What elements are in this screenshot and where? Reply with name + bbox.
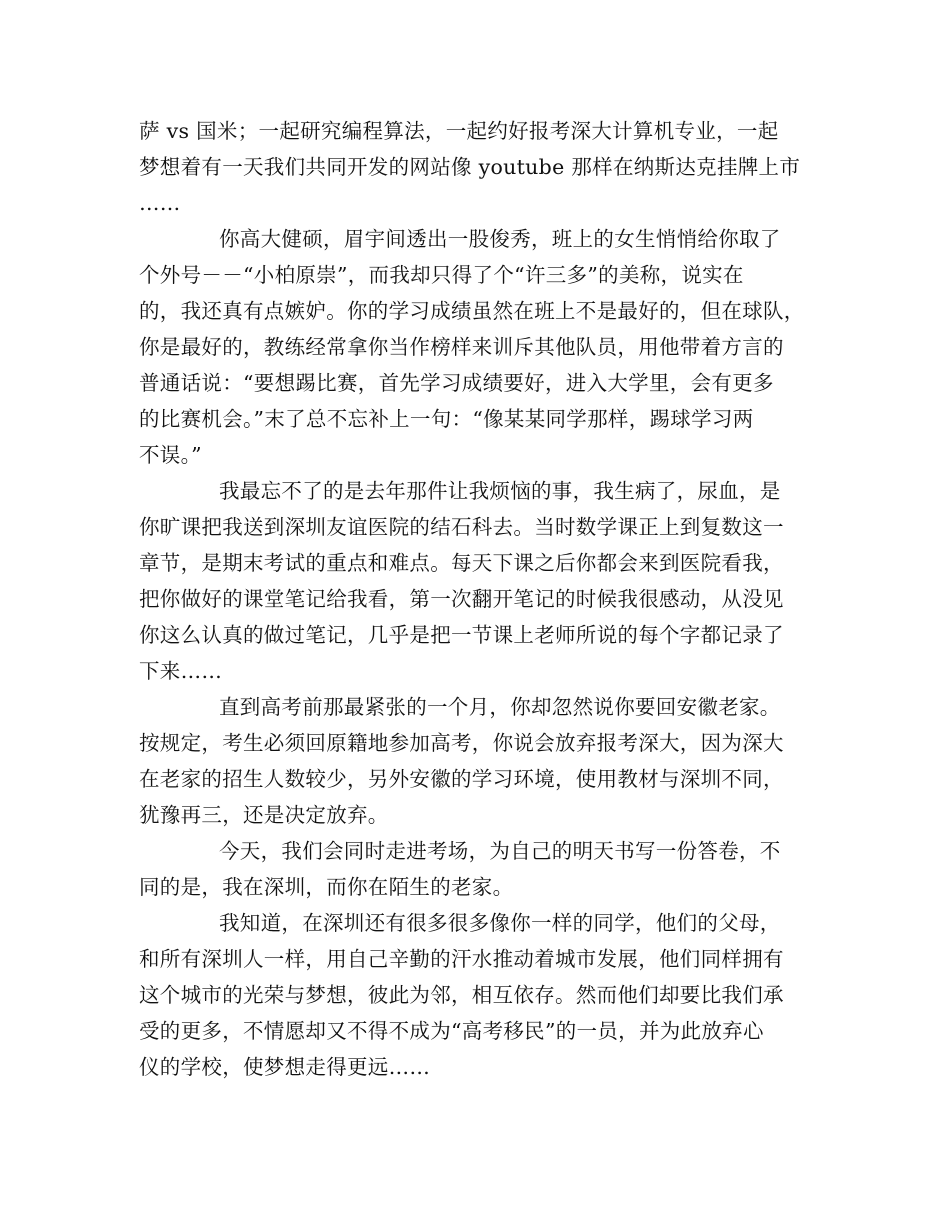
text-line: 今天，我们会同时走进考场，为自己的明天书写一份答卷，不 <box>219 839 781 863</box>
text-line: 你旷课把我送到深圳友谊医院的结石科去。当时数学课正上到复数这一 <box>139 515 784 539</box>
text-line: 个外号－－“小柏原崇”，而我却只得了个“许三多”的美称，说实在 <box>139 263 744 287</box>
text-line: …… <box>139 191 181 215</box>
text-line: 章节，是期末考试的重点和难点。每天下课之后你都会来到医院看我， <box>139 551 784 575</box>
text-line: 你这么认真的做过笔记，几乎是把一节课上老师所说的每个字都记录了 <box>139 623 784 647</box>
text-line: 直到高考前那最紧张的一个月，你却忽然说你要回安徽老家。 <box>219 695 781 719</box>
text-line: 你高大健硕，眉宇间透出一股俊秀，班上的女生悄悄给你取了 <box>219 227 781 251</box>
text-line: 在老家的招生人数较少，另外安徽的学习环境，使用教材与深圳不同， <box>139 767 784 791</box>
text-line: 受的更多，不情愿却又不得不成为“高考移民”的一员，并为此放弃心 <box>139 1019 764 1043</box>
text-line: 同的是，我在深圳，而你在陌生的老家。 <box>139 875 514 899</box>
text-line: 的比赛机会。”末了总不忘补上一句：“像某某同学那样，踢球学习两 <box>139 407 754 431</box>
text-line: 我知道，在深圳还有很多很多像你一样的同学，他们的父母， <box>219 911 781 935</box>
text-line: 把你做好的课堂笔记给我看，第一次翻开笔记的时候我很感动，从没见 <box>139 587 784 611</box>
text-line: 犹豫再三，还是决定放弃。 <box>139 803 389 827</box>
text-line: 萨 vs 国米；一起研究编程算法，一起约好报考深大计算机专业，一起 <box>139 119 779 143</box>
text-line: 梦想着有一天我们共同开发的网站像 youtube 那样在纳斯达克挂牌上市 <box>139 155 801 179</box>
text-line: 下来…… <box>139 659 223 683</box>
document-body <box>139 113 839 1085</box>
text-line: 的，我还真有点嫉妒。你的学习成绩虽然在班上不是最好的，但在球队， <box>139 299 805 323</box>
text-line: 和所有深圳人一样，用自己辛勤的汗水推动着城市发展，他们同样拥有 <box>139 947 784 971</box>
text-line: 我最忘不了的是去年那件让我烦恼的事，我生病了，尿血，是 <box>219 479 781 503</box>
text-line: 仪的学校，使梦想走得更远…… <box>139 1055 431 1079</box>
text-line: 普通话说：“要想踢比赛，首先学习成绩要好，进入大学里，会有更多 <box>139 371 774 395</box>
text-line: 你是最好的，教练经常拿你当作榜样来训斥其他队员，用他带着方言的 <box>139 335 784 359</box>
text-line: 这个城市的光荣与梦想，彼此为邻，相互依存。然而他们却要比我们承 <box>139 983 784 1007</box>
text-line: 不误。” <box>139 443 202 467</box>
text-line: 按规定，考生必须回原籍地参加高考，你说会放弃报考深大，因为深大 <box>139 731 784 755</box>
